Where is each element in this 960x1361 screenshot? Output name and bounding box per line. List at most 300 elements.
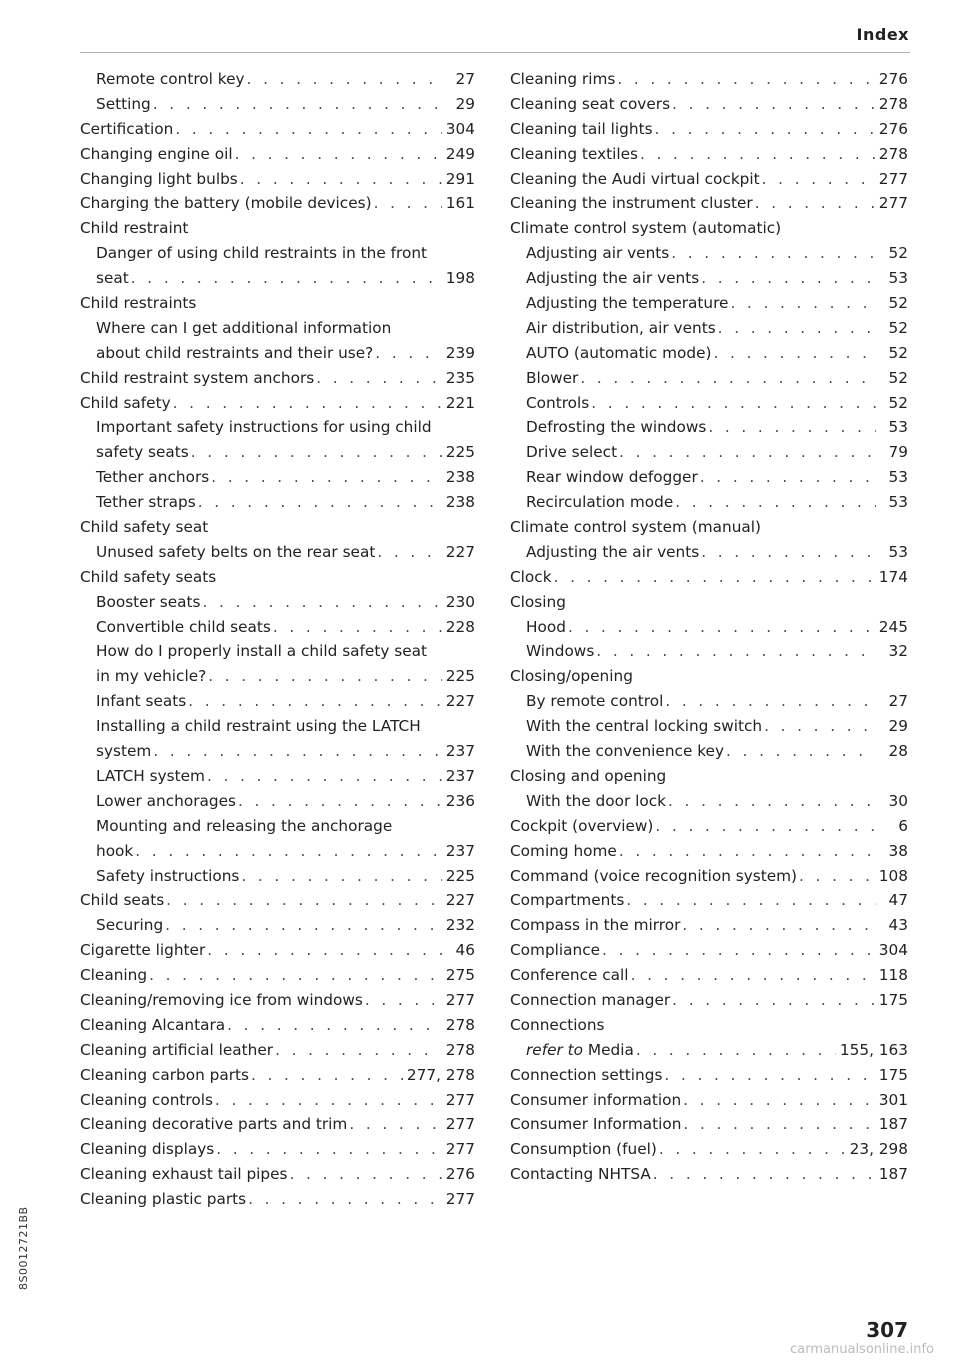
index-entry: [510, 120, 908, 145]
leader-dots: [681, 1115, 874, 1133]
index-page-ref: 43: [888, 916, 908, 935]
index-entry: [80, 1091, 475, 1116]
index-term-text: Child safety seats: [80, 567, 217, 586]
index-term-text: Compartments: [510, 891, 625, 910]
index-page-ref: 52: [888, 294, 908, 313]
index-entry: [510, 269, 908, 294]
index-term: [526, 344, 711, 362]
index-term: [80, 966, 147, 984]
leader-dots: [716, 319, 876, 337]
index-page-ref: 198: [445, 269, 475, 288]
index-entry: [510, 792, 908, 817]
index-page-ref: 227: [445, 692, 475, 711]
index-term-text: Adjusting air vents: [526, 244, 670, 263]
index-term: [510, 593, 566, 611]
index-entry: [510, 369, 908, 394]
index-entry: [510, 742, 908, 767]
index-page-ref: 27: [888, 692, 908, 711]
index-term: [510, 194, 753, 212]
index-page-ref: 238: [445, 468, 475, 487]
index-term: [96, 842, 133, 860]
index-term: [96, 543, 375, 561]
index-term: [510, 1016, 605, 1034]
index-entry: [80, 667, 475, 692]
index-term: [510, 1091, 681, 1109]
index-entry: [510, 518, 908, 543]
index-entry: [510, 95, 908, 120]
index-term: [526, 742, 724, 760]
index-term-text: With the convenience key: [526, 742, 725, 761]
leader-dots: [728, 294, 876, 312]
leader-dots: [151, 742, 441, 760]
index-entry: [80, 618, 475, 643]
leader-dots: [245, 70, 443, 88]
index-term: [80, 1165, 288, 1183]
index-term-text: Media: [587, 1040, 634, 1059]
index-term-text: Defrosting the windows: [526, 418, 707, 437]
index-term-text: Command (voice recognition system): [510, 866, 798, 885]
index-term: [96, 95, 151, 113]
index-entry: [510, 941, 908, 966]
index-term-text: Cigarette lighter: [80, 941, 206, 960]
index-term-text: Rear window defogger: [526, 468, 698, 487]
index-page-ref: 276: [878, 119, 908, 138]
index-entry: [510, 194, 908, 219]
index-term: [510, 767, 666, 785]
index-term-text: AUTO (automatic mode): [526, 343, 712, 362]
index-term-text: Connection settings: [510, 1065, 663, 1084]
index-term-text: Drive select: [526, 443, 618, 462]
index-entry: [80, 244, 475, 269]
index-page-ref: 52: [888, 393, 908, 412]
leader-dots: [653, 120, 875, 138]
leader-dots: [669, 244, 876, 262]
index-term: [80, 1190, 246, 1208]
index-term-text: Child seats: [80, 891, 165, 910]
index-term-text: Coming home: [510, 841, 617, 860]
index-term-text: Adjusting the air vents: [526, 542, 700, 561]
index-term: [96, 418, 432, 436]
index-entry: [510, 692, 908, 717]
index-page-ref: 276: [878, 70, 908, 88]
index-term-text: about child restraints and their use?: [96, 343, 374, 362]
index-term-text: Setting: [96, 94, 151, 113]
index-term: [526, 468, 698, 486]
leader-dots: [760, 170, 875, 188]
index-term-text: hook: [96, 841, 134, 860]
index-page-ref: 225: [445, 667, 475, 686]
index-term-text: in my vehicle?: [96, 667, 207, 686]
leader-dots: [173, 120, 441, 138]
index-page-ref: 187: [878, 1115, 908, 1134]
document-code: 8S0012721BB: [17, 1206, 30, 1290]
index-entry: [510, 219, 908, 244]
index-term: [80, 991, 363, 1009]
index-page-ref: 277: [878, 194, 908, 213]
index-term-text: Child restraints: [80, 294, 197, 313]
index-page-ref: 235: [445, 368, 475, 387]
index-page-ref: 27: [455, 70, 475, 88]
index-term: [526, 443, 617, 461]
leader-dots: [663, 692, 876, 710]
index-entry: [80, 70, 475, 95]
index-entry: [80, 891, 475, 916]
index-term: [526, 394, 589, 412]
leader-dots: [271, 618, 442, 636]
index-term-text: Changing light bulbs: [80, 169, 238, 188]
index-page-ref: 276: [445, 1165, 475, 1184]
index-entry: [510, 244, 908, 269]
index-entry: [510, 543, 908, 568]
index-page-ref: 277, 278: [406, 1065, 475, 1084]
index-term-text: Climate control system (manual): [510, 518, 762, 537]
index-page-ref: 278: [445, 1040, 475, 1059]
index-term: [80, 145, 233, 163]
index-term-text: Air distribution, air vents: [526, 318, 716, 337]
index-term: [80, 369, 314, 387]
index-term-text: Cleaning textiles: [510, 144, 638, 163]
index-term: [96, 767, 205, 785]
index-term-text: With the central locking switch: [526, 717, 763, 736]
index-term-text: Connection manager: [510, 990, 671, 1009]
index-term: [510, 667, 633, 685]
leader-dots: [163, 916, 442, 934]
index-entry: [80, 344, 475, 369]
index-entry: [80, 593, 475, 618]
index-term-text: Cleaning the Audi virtual cockpit: [510, 169, 760, 188]
index-page-ref: 239: [445, 343, 475, 362]
index-term-text: Hood: [526, 617, 566, 636]
index-page-ref: 79: [888, 443, 908, 462]
leader-dots: [680, 916, 876, 934]
index-page-ref: 38: [888, 841, 908, 860]
leader-dots: [698, 468, 876, 486]
leader-dots: [762, 717, 876, 735]
index-term: [510, 817, 653, 835]
leader-dots: [653, 817, 876, 835]
index-term: [96, 642, 427, 660]
index-term: [510, 1165, 651, 1183]
index-term-text: Lower anchorages: [96, 791, 236, 810]
index-entry: [80, 1140, 475, 1165]
index-term-text: Climate control system (automatic): [510, 219, 782, 238]
leader-dots: [246, 1190, 442, 1208]
index-term: [526, 418, 706, 436]
index-entry: [510, 593, 908, 618]
index-page-ref: 225: [445, 866, 475, 885]
index-entry: [80, 493, 475, 518]
leader-dots: [239, 867, 441, 885]
index-term-text: Cleaning carbon parts: [80, 1065, 249, 1084]
index-term: [96, 443, 189, 461]
leader-dots: [238, 170, 442, 188]
index-term: [96, 717, 421, 735]
index-term-text: Consumption (fuel): [510, 1140, 657, 1159]
index-entry: [510, 991, 908, 1016]
index-entry: [80, 867, 475, 892]
index-page-ref: 301: [878, 1090, 908, 1109]
index-term-text: Compliance: [510, 941, 601, 960]
index-page-ref: 6: [898, 816, 908, 835]
index-term: [526, 642, 594, 660]
index-page-ref: 46: [455, 941, 475, 960]
index-entry: [80, 1016, 475, 1041]
index-term: [80, 194, 372, 212]
index-page-ref: 277: [445, 1115, 475, 1134]
index-entry: [510, 145, 908, 170]
index-term: [96, 493, 196, 511]
leader-dots: [209, 468, 442, 486]
index-page-ref: 227: [445, 542, 475, 561]
index-page-ref: 275: [445, 966, 475, 985]
index-entry: [510, 443, 908, 468]
index-term-text: Infant seats: [96, 692, 187, 711]
index-entry: [80, 916, 475, 941]
index-term-text: Installing a child restraint using the LATCH: [96, 717, 421, 736]
index-term: [96, 244, 427, 262]
index-term: [96, 817, 392, 835]
leader-dots: [624, 891, 876, 909]
index-term: [526, 319, 716, 337]
index-term: [80, 891, 164, 909]
index-page-ref: 277: [445, 1090, 475, 1109]
index-page-ref: 118: [878, 966, 908, 985]
index-entry: [80, 294, 475, 319]
index-entry: [510, 1115, 908, 1140]
leader-dots: [670, 95, 875, 113]
index-term-text: Child safety: [80, 393, 171, 412]
index-entry: [80, 145, 475, 170]
index-entry: [80, 219, 475, 244]
index-page-ref: 53: [888, 468, 908, 487]
index-term-text: Recirculation mode: [526, 493, 674, 512]
leader-dots: [699, 269, 876, 287]
index-page-ref: 47: [888, 891, 908, 910]
leader-dots: [681, 1091, 875, 1109]
index-entry: [510, 1066, 908, 1091]
index-page-ref: 237: [445, 742, 475, 761]
index-term: [510, 916, 680, 934]
leader-dots: [375, 543, 441, 561]
index-entry: [510, 618, 908, 643]
index-entry: [80, 319, 475, 344]
leader-dots: [186, 692, 442, 710]
index-term-text: Cleaning tail lights: [510, 119, 653, 138]
index-page-ref: 245: [878, 617, 908, 636]
leader-dots: [797, 867, 875, 885]
index-term: [80, 219, 188, 237]
index-term-text: Closing/opening: [510, 667, 633, 686]
index-term: [526, 717, 762, 735]
leader-dots: [670, 991, 875, 1009]
index-term: [96, 618, 271, 636]
leader-dots: [699, 543, 876, 561]
index-term-text: How do I properly install a child safety seat: [96, 642, 428, 661]
index-term: [510, 891, 624, 909]
index-term-text: Cockpit (overview): [510, 816, 654, 835]
index-page-ref: 236: [445, 791, 475, 810]
index-entry: [80, 817, 475, 842]
leader-dots: [373, 344, 442, 362]
index-term: [96, 593, 200, 611]
index-term: [510, 842, 617, 860]
index-page-ref: 291: [445, 169, 475, 188]
page-number: 307: [866, 1318, 908, 1342]
leader-dots: [600, 941, 875, 959]
index-term-text: Changing engine oil: [80, 144, 233, 163]
index-term-text: With the door lock: [526, 791, 667, 810]
index-page-ref: 304: [445, 119, 475, 138]
index-term: [526, 543, 699, 561]
index-entry: [80, 170, 475, 195]
index-entry: [80, 692, 475, 717]
index-term-text: Danger of using child restraints in the front: [96, 244, 428, 263]
leader-dots: [706, 418, 876, 436]
index-entry: [80, 1190, 475, 1215]
index-page-ref: 277: [445, 1140, 475, 1159]
index-page-ref: 227: [445, 891, 475, 910]
index-entry: [80, 95, 475, 120]
index-term-text: Conference call: [510, 966, 629, 985]
index-page-ref: 108: [878, 866, 908, 885]
index-entry: [80, 717, 475, 742]
index-term: [510, 1115, 681, 1133]
index-term: [526, 369, 578, 387]
index-term-text: Adjusting the temperature: [526, 294, 729, 313]
index-term: [80, 568, 216, 586]
index-term: [80, 1091, 213, 1109]
index-term-text: Child restraint system anchors: [80, 368, 315, 387]
index-entry: [80, 418, 475, 443]
index-entry: [510, 916, 908, 941]
index-entry: [510, 1016, 908, 1041]
index-term: [526, 792, 666, 810]
index-page-ref: 304: [878, 941, 908, 960]
leader-dots: [673, 493, 876, 511]
index-entry: [80, 941, 475, 966]
index-term-text: Cleaning exhaust tail pipes: [80, 1165, 288, 1184]
index-term: [510, 95, 670, 113]
index-term: [526, 1041, 634, 1059]
index-term-text: Securing: [96, 916, 164, 935]
leader-dots: [651, 1165, 875, 1183]
leader-dots: [200, 593, 441, 611]
index-entry: [80, 468, 475, 493]
index-term: [510, 120, 653, 138]
leader-dots: [552, 568, 875, 586]
index-page-ref: 237: [445, 841, 475, 860]
index-entry: [80, 369, 475, 394]
index-entry: [510, 842, 908, 867]
section-title: Index: [856, 25, 909, 44]
index-page-ref: 228: [445, 617, 475, 636]
index-term-text: LATCH system: [96, 766, 205, 785]
index-term-text: Mounting and releasing the anchorage: [96, 816, 393, 835]
index-term-text: Cleaning displays: [80, 1140, 215, 1159]
index-entry: [510, 717, 908, 742]
index-term: [510, 1140, 657, 1158]
index-entry: [80, 518, 475, 543]
index-entry: [510, 1140, 908, 1165]
index-entry: [80, 394, 475, 419]
leader-dots: [634, 1041, 836, 1059]
index-entry: [80, 194, 475, 219]
index-term: [80, 1066, 249, 1084]
index-page-ref: 277: [445, 990, 475, 1009]
index-page-ref: 174: [878, 567, 908, 586]
leader-dots: [151, 95, 443, 113]
leader-dots: [147, 966, 442, 984]
index-entry: [80, 1165, 475, 1190]
index-term: [96, 468, 209, 486]
index-term-text: Closing and opening: [510, 766, 667, 785]
index-term-text: Adjusting the air vents: [526, 269, 700, 288]
index-page-ref: 53: [888, 493, 908, 512]
index-term-text: Contacting NHTSA: [510, 1165, 651, 1184]
index-term: [526, 294, 728, 312]
index-term: [510, 966, 629, 984]
cross-reference-prefix: refer to: [526, 1040, 584, 1059]
index-term: [80, 941, 205, 959]
index-entry: [80, 642, 475, 667]
index-page-ref: 161: [445, 194, 475, 213]
index-entry: [510, 817, 908, 842]
index-entry: [80, 842, 475, 867]
leader-dots: [288, 1165, 442, 1183]
leader-dots: [372, 194, 442, 212]
index-page-ref: 278: [878, 144, 908, 163]
index-entry: [80, 1041, 475, 1066]
index-entry: [510, 170, 908, 195]
index-term: [96, 792, 236, 810]
index-entry: [510, 294, 908, 319]
index-entry: [80, 1066, 475, 1091]
index-page-ref: 232: [445, 916, 475, 935]
index-term-text: Tether straps: [96, 493, 196, 512]
index-term: [510, 991, 670, 1009]
watermark: carmanualsonline.info: [790, 1342, 934, 1357]
index-term: [526, 244, 669, 262]
index-term-text: By remote control: [526, 692, 664, 711]
index-term-text: Remote control key: [96, 70, 245, 88]
index-term-text: Charging the battery (mobile devices): [80, 194, 372, 213]
index-entry: [80, 543, 475, 568]
index-page-ref: 52: [888, 244, 908, 263]
index-entry: [80, 767, 475, 792]
index-term-text: Safety instructions: [96, 866, 240, 885]
index-page-ref: 237: [445, 766, 475, 785]
index-term: [526, 692, 663, 710]
leader-dots: [347, 1115, 441, 1133]
index-entry: [80, 966, 475, 991]
index-entry: [80, 742, 475, 767]
leader-dots: [657, 1140, 846, 1158]
index-entry: [510, 966, 908, 991]
index-term: [96, 867, 239, 885]
index-page-ref: 53: [888, 542, 908, 561]
leader-dots: [629, 966, 875, 984]
leader-dots: [724, 742, 876, 760]
index-term-text: Convertible child seats: [96, 617, 271, 636]
leader-dots: [363, 991, 442, 1009]
index-term: [96, 344, 373, 362]
index-term: [526, 493, 673, 511]
index-term-text: Where can I get additional information: [96, 318, 392, 337]
index-term-text: Child restraint: [80, 219, 189, 238]
index-entry: [80, 792, 475, 817]
leader-dots: [196, 493, 442, 511]
index-entry: [510, 667, 908, 692]
